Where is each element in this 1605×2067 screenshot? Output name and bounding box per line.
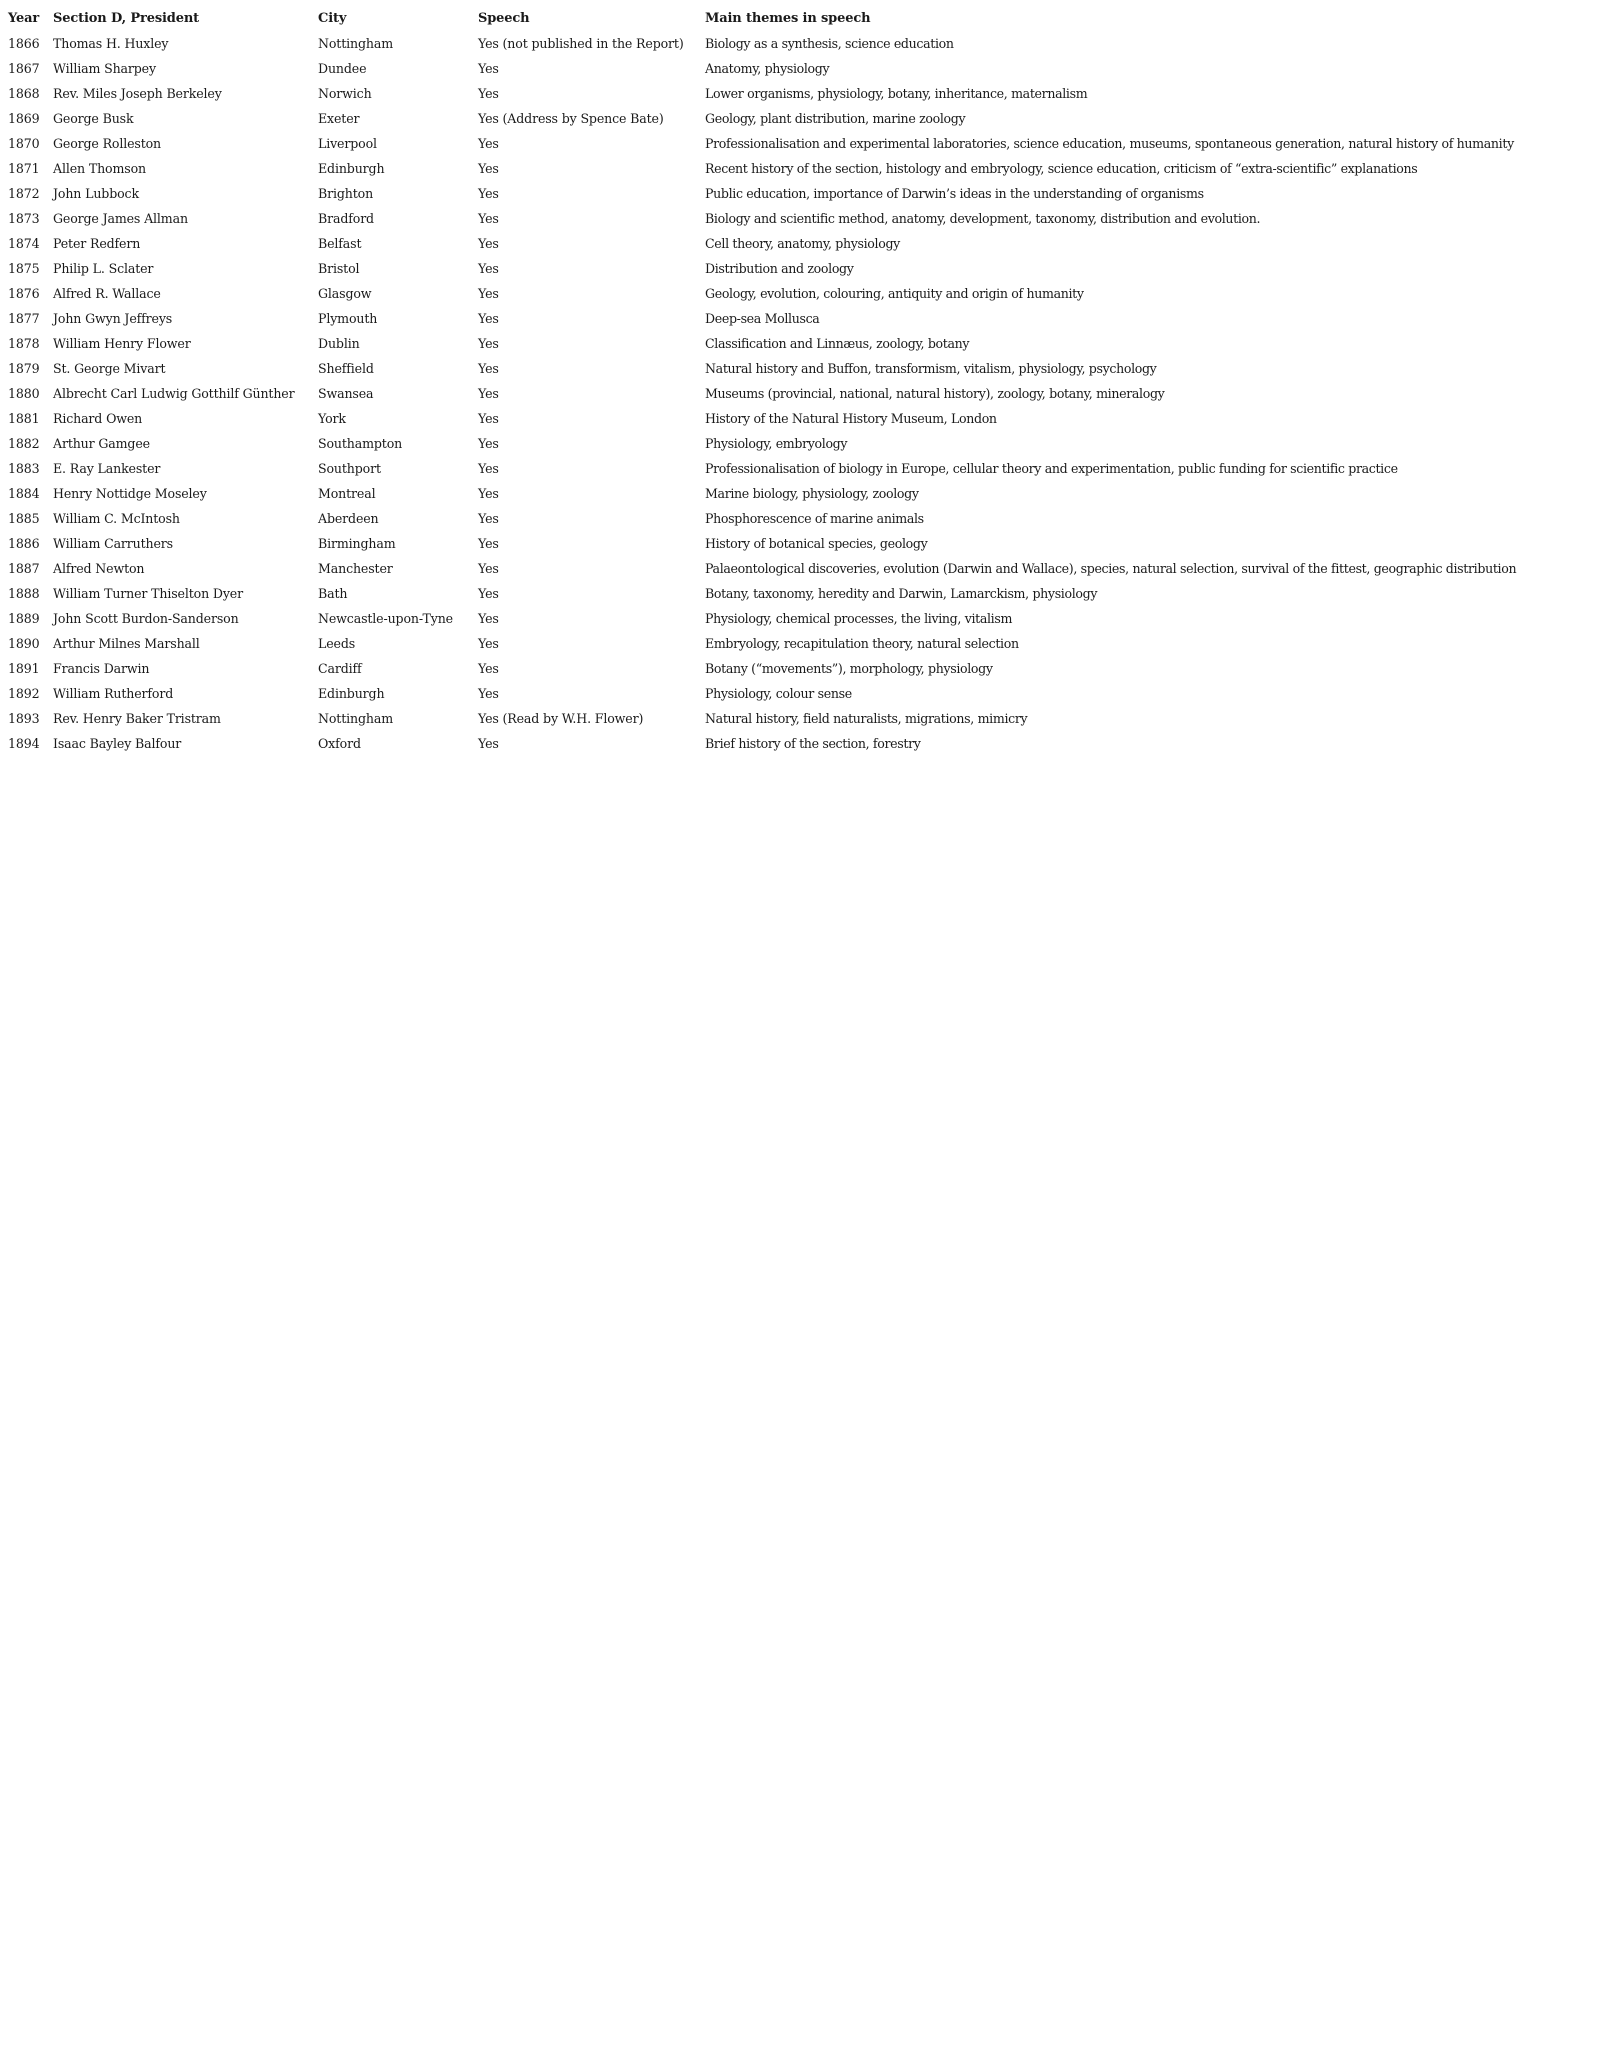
table-row	[3, 131, 1603, 156]
table-row	[3, 606, 1603, 631]
table-row	[3, 81, 1603, 106]
cell-themes: Anatomy, physiology	[705, 61, 830, 76]
cell-speech: Yes	[478, 311, 499, 326]
cell-president: William Sharpey	[53, 61, 156, 76]
cell-speech: Yes	[478, 61, 499, 76]
cell-speech: Yes	[478, 386, 499, 401]
cell-themes: Natural history, field naturalists, migrations, mimicry	[705, 711, 1028, 726]
table-row	[3, 531, 1603, 556]
cell-speech: Yes (not published in the Report)	[478, 36, 684, 51]
cell-year: 1880	[8, 386, 40, 401]
cell-president: John Scott Burdon-Sanderson	[53, 611, 239, 626]
cell-city: Newcastle-upon-Tyne	[318, 611, 453, 626]
cell-speech: Yes	[478, 161, 499, 176]
table-row	[3, 31, 1603, 56]
table-row	[3, 706, 1603, 731]
cell-president: Albrecht Carl Ludwig Gotthilf Günther	[53, 386, 295, 401]
cell-president: William Carruthers	[53, 536, 173, 551]
cell-city: Liverpool	[318, 136, 377, 151]
cell-year: 1884	[8, 486, 40, 501]
cell-themes: Museums (provincial, national, natural history), zoology, botany, mineralogy	[705, 386, 1165, 401]
cell-president: Alfred Newton	[53, 561, 145, 576]
cell-city: Nottingham	[318, 711, 393, 726]
table-row	[3, 306, 1603, 331]
cell-year: 1888	[8, 586, 40, 601]
cell-city: Glasgow	[318, 286, 372, 301]
cell-speech: Yes	[478, 186, 499, 201]
header-speech: Speech	[478, 11, 530, 26]
cell-themes: Biology as a synthesis, science education	[705, 36, 954, 51]
cell-year: 1870	[8, 136, 40, 151]
cell-speech: Yes	[478, 411, 499, 426]
cell-president: Arthur Gamgee	[53, 436, 150, 451]
cell-year: 1874	[8, 236, 40, 251]
cell-president: St. George Mivart	[53, 361, 166, 376]
cell-speech: Yes	[478, 136, 499, 151]
cell-themes: Embryology, recapitulation theory, natural selection	[705, 636, 1019, 651]
cell-themes: Physiology, colour sense	[705, 686, 852, 701]
cell-president: Isaac Bayley Balfour	[53, 736, 182, 751]
table-row	[3, 731, 1603, 756]
header-city: City	[318, 11, 347, 26]
cell-president: John Lubbock	[53, 186, 139, 201]
cell-president: William Rutherford	[53, 686, 174, 701]
cell-themes: History of the Natural History Museum, London	[705, 411, 997, 426]
cell-city: Oxford	[318, 736, 361, 751]
table-row	[3, 331, 1603, 356]
cell-president: Philip L. Sclater	[53, 261, 154, 276]
cell-themes: Public education, importance of Darwin’s ideas in the understanding of organisms	[705, 186, 1204, 201]
cell-speech: Yes	[478, 536, 499, 551]
cell-themes: Marine biology, physiology, zoology	[705, 486, 919, 501]
cell-themes: Geology, plant distribution, marine zoology	[705, 111, 966, 126]
cell-themes: Botany (“movements”), morphology, physiology	[705, 661, 993, 676]
cell-themes: Botany, taxonomy, heredity and Darwin, Lamarckism, physiology	[705, 586, 1098, 601]
cell-themes: Recent history of the section, histology and embryology, science education, criticism of “extra-scientific” explanations	[705, 161, 1418, 176]
cell-speech: Yes	[478, 611, 499, 626]
cell-president: William Henry Flower	[53, 336, 191, 351]
cell-president: Allen Thomson	[53, 161, 146, 176]
cell-year: 1871	[8, 161, 40, 176]
cell-city: Cardiff	[318, 661, 362, 676]
cell-year: 1882	[8, 436, 40, 451]
cell-year: 1881	[8, 411, 40, 426]
cell-city: Southampton	[318, 436, 403, 451]
cell-president: Peter Redfern	[53, 236, 141, 251]
cell-city: Bradford	[318, 211, 374, 226]
cell-president: Francis Darwin	[53, 661, 150, 676]
cell-speech: Yes	[478, 586, 499, 601]
cell-city: Dundee	[318, 61, 367, 76]
cell-year: 1892	[8, 686, 40, 701]
table-row	[3, 231, 1603, 256]
cell-president: Henry Nottidge Moseley	[53, 486, 207, 501]
cell-city: Montreal	[318, 486, 376, 501]
cell-speech: Yes	[478, 286, 499, 301]
cell-president: Richard Owen	[53, 411, 143, 426]
table-row	[3, 556, 1603, 581]
cell-president: George James Allman	[53, 211, 188, 226]
cell-speech: Yes	[478, 661, 499, 676]
cell-themes: Geology, evolution, colouring, antiquity and origin of humanity	[705, 286, 1084, 301]
table-row	[3, 156, 1603, 181]
cell-president: Arthur Milnes Marshall	[53, 636, 200, 651]
cell-year: 1873	[8, 211, 40, 226]
cell-themes: Phosphorescence of marine animals	[705, 511, 924, 526]
cell-themes: Cell theory, anatomy, physiology	[705, 236, 900, 251]
cell-themes: Deep-sea Mollusca	[705, 311, 820, 326]
cell-city: Manchester	[318, 561, 393, 576]
cell-city: Bath	[318, 586, 348, 601]
cell-city: Norwich	[318, 86, 372, 101]
cell-year: 1891	[8, 661, 40, 676]
cell-city: Birmingham	[318, 536, 396, 551]
table-header	[3, 6, 1603, 31]
cell-year: 1877	[8, 311, 40, 326]
cell-president: E. Ray Lankester	[53, 461, 161, 476]
table-body	[3, 31, 1603, 756]
cell-city: Brighton	[318, 186, 374, 201]
cell-themes: Classification and Linnæus, zoology, botany	[705, 336, 970, 351]
table-row	[3, 681, 1603, 706]
cell-speech: Yes	[478, 686, 499, 701]
cell-city: Leeds	[318, 636, 356, 651]
cell-city: York	[318, 411, 346, 426]
cell-themes: Natural history and Buffon, transformism, vitalism, physiology, psychology	[705, 361, 1157, 376]
cell-themes: Physiology, embryology	[705, 436, 848, 451]
cell-president: John Gwyn Jeffreys	[53, 311, 173, 326]
cell-speech: Yes	[478, 361, 499, 376]
cell-speech: Yes (Read by W.H. Flower)	[478, 711, 644, 726]
table-row	[3, 456, 1603, 481]
cell-city: Plymouth	[318, 311, 378, 326]
cell-president: Thomas H. Huxley	[53, 36, 169, 51]
cell-year: 1875	[8, 261, 40, 276]
cell-year: 1878	[8, 336, 40, 351]
cell-city: Sheffield	[318, 361, 374, 376]
cell-year: 1866	[8, 36, 40, 51]
table-row	[3, 631, 1603, 656]
table-row	[3, 281, 1603, 306]
cell-city: Belfast	[318, 236, 362, 251]
table-row	[3, 206, 1603, 231]
cell-president: Rev. Henry Baker Tristram	[53, 711, 221, 726]
cell-city: Southport	[318, 461, 381, 476]
cell-year: 1883	[8, 461, 40, 476]
cell-speech: Yes	[478, 736, 499, 751]
header-row	[3, 6, 1603, 31]
cell-year: 1868	[8, 86, 40, 101]
table-row	[3, 506, 1603, 531]
cell-year: 1876	[8, 286, 40, 301]
table-row	[3, 106, 1603, 131]
cell-president: Alfred R. Wallace	[53, 286, 161, 301]
presidents-table	[3, 6, 1603, 756]
cell-president: William Turner Thiselton Dyer	[53, 586, 243, 601]
cell-city: Nottingham	[318, 36, 393, 51]
cell-speech: Yes	[478, 336, 499, 351]
cell-speech: Yes	[478, 436, 499, 451]
table-row	[3, 481, 1603, 506]
cell-year: 1872	[8, 186, 40, 201]
cell-themes: Lower organisms, physiology, botany, inheritance, maternalism	[705, 86, 1088, 101]
cell-speech: Yes	[478, 461, 499, 476]
cell-themes: Palaeontological discoveries, evolution (Darwin and Wallace), species, natural selection, survival of the fittest, geographic distribution	[705, 561, 1517, 576]
cell-themes: Biology and scientific method, anatomy, development, taxonomy, distribution and evolution.	[705, 211, 1261, 226]
cell-speech: Yes	[478, 261, 499, 276]
cell-city: Bristol	[318, 261, 360, 276]
cell-city: Dublin	[318, 336, 360, 351]
table-row	[3, 431, 1603, 456]
table-row	[3, 406, 1603, 431]
cell-president: Rev. Miles Joseph Berkeley	[53, 86, 222, 101]
cell-speech: Yes	[478, 486, 499, 501]
cell-city: Edinburgh	[318, 161, 385, 176]
cell-themes: Professionalisation of biology in Europe, cellular theory and experimentation, public funding for scientific practice	[705, 461, 1398, 476]
cell-themes: Physiology, chemical processes, the living, vitalism	[705, 611, 1013, 626]
cell-year: 1867	[8, 61, 40, 76]
cell-year: 1894	[8, 736, 40, 751]
cell-year: 1869	[8, 111, 40, 126]
table-row	[3, 56, 1603, 81]
table-row	[3, 656, 1603, 681]
cell-themes: History of botanical species, geology	[705, 536, 928, 551]
cell-year: 1890	[8, 636, 40, 651]
cell-speech: Yes	[478, 561, 499, 576]
cell-year: 1893	[8, 711, 40, 726]
header-themes: Main themes in speech	[705, 11, 871, 26]
cell-speech: Yes (Address by Spence Bate)	[478, 111, 664, 126]
cell-speech: Yes	[478, 636, 499, 651]
cell-year: 1889	[8, 611, 40, 626]
cell-city: Exeter	[318, 111, 360, 126]
cell-president: William C. McIntosh	[53, 511, 180, 526]
cell-speech: Yes	[478, 211, 499, 226]
table-row	[3, 181, 1603, 206]
cell-year: 1886	[8, 536, 40, 551]
cell-year: 1879	[8, 361, 40, 376]
header-year: Year	[8, 11, 40, 26]
cell-year: 1887	[8, 561, 40, 576]
cell-city: Aberdeen	[318, 511, 379, 526]
cell-themes: Professionalisation and experimental laboratories, science education, museums, spontaneous generation, natural history of humanity	[705, 136, 1514, 151]
cell-year: 1885	[8, 511, 40, 526]
cell-speech: Yes	[478, 86, 499, 101]
table-row	[3, 356, 1603, 381]
cell-speech: Yes	[478, 511, 499, 526]
cell-speech: Yes	[478, 236, 499, 251]
table-row	[3, 381, 1603, 406]
cell-themes: Brief history of the section, forestry	[705, 736, 921, 751]
cell-city: Edinburgh	[318, 686, 385, 701]
cell-president: George Busk	[53, 111, 134, 126]
table-row	[3, 581, 1603, 606]
cell-president: George Rolleston	[53, 136, 162, 151]
header-president: Section D, President	[53, 11, 199, 26]
cell-city: Swansea	[318, 386, 374, 401]
cell-themes: Distribution and zoology	[705, 261, 854, 276]
table-row	[3, 256, 1603, 281]
